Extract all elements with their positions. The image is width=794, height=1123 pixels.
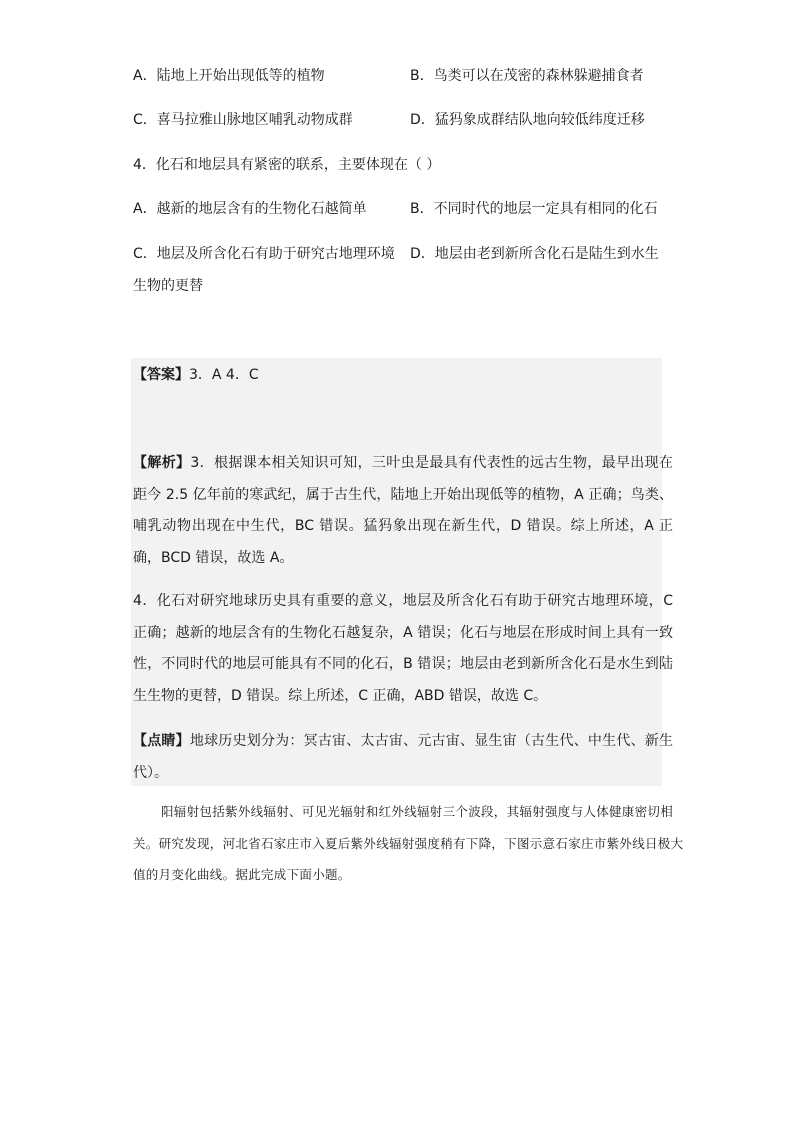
tip-paragraph: [133, 726, 673, 789]
q3-option-d: D．猛犸象成群结队地向较低纬度迁移: [410, 112, 645, 128]
q3-option-a: A．陆地上开始出现低等的植物: [133, 68, 325, 84]
answer-text: 3．A 4．C: [189, 367, 259, 383]
q4-stem: 4．化石和地层具有紧密的联系，主要体现在（ ）: [133, 157, 441, 173]
answer-label: 【答案】: [133, 367, 189, 383]
analysis-paragraph-2: 4．化石对研究地球历史具有重要的意义，地层及所含化石有助于研究古地理环境，C 正确；越新的地层含有的生物化石越复杂，A 错误；化石与地层在形成时间上具有一致性，不同时代的地层可能具有不同的化石，B 错误；地层由老到新所含化石是水生到陆生生物的更替，D 错误。综上所述，C 正确，ABD 错误，故选 C。: [133, 593, 673, 704]
analysis-label: 【解析】: [133, 455, 191, 471]
q4-option-d-continued: 生物的更替: [133, 278, 203, 294]
analysis-text-1: 3．根据课本相关知识可知，三叶虫是最具有代表性的远古生物，最早出现在距今 2.5 亿年前的寒武纪，属于古生代，陆地上开始出现低等的植物，A 正确；鸟类、哺乳动物出现在中生代，BC 错误。猛犸象出现在新生代，D 错误。综上所述，A 正确，BCD 错误，故选 A。: [133, 455, 674, 566]
q3-option-c: C．喜马拉雅山脉地区哺乳动物成群: [133, 112, 353, 128]
q3-option-b: B．鸟类可以在茂密的森林躲避捕食者: [410, 68, 644, 84]
next-question-stem: 阳辐射包括紫外线辐射、可见光辐射和红外线辐射三个波段，其辐射强度与人体健康密切相关。研究发现，河北省石家庄市入夏后紫外线辐射强度稍有下降，下图示意石家庄市紫外线日极大值的月变化曲线。据此完成下面小题。: [133, 804, 684, 882]
q4-option-d: D．地层由老到新所含化石是陆生到水生: [410, 246, 659, 262]
analysis-paragraph-1: [133, 448, 673, 574]
q4-option-c: C．地层及所含化石有助于研究古地理环境: [133, 246, 395, 262]
q4-option-b: B．不同时代的地层一定具有相同的化石: [410, 201, 658, 217]
q4-option-a: A．越新的地层含有的生物化石越简单: [133, 201, 367, 217]
tip-text: 地球历史划分为：冥古宙、太古宙、元古宙、显生宙（古生代、中生代、新生代）。: [133, 733, 674, 781]
answer-line: [133, 365, 259, 385]
tip-label: 【点睛】: [133, 733, 190, 749]
